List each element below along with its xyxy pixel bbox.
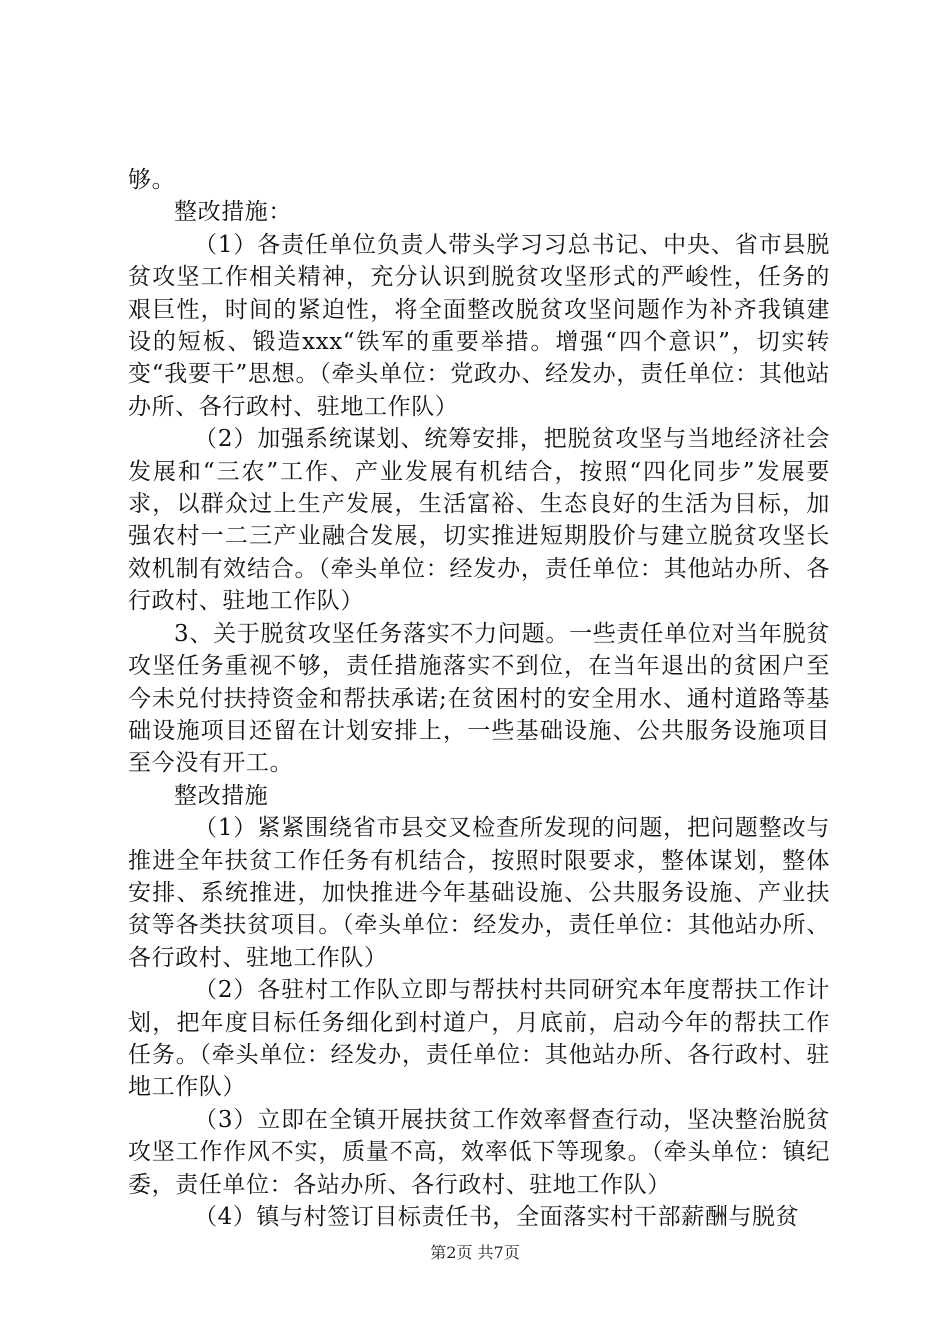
measure-item-3: （1）紧紧围绕省市县交叉检查所发现的问题，把问题整改与推进全年扶贫工作任务有机结合，按照时限要求，整体谋划，整体安排、系统推进，加快推进今年基础设施、公共服务设施、产业扶贫等各类扶贫项目。（牵头单位：经发办，责任单位：其他站办所、各行政村、驻地工作队） — [128, 815, 830, 971]
paragraph-continuation: 够。 — [128, 167, 176, 193]
heading-rectification-measures-2: 整改措施 — [174, 782, 269, 809]
measure-item-5: （3）立即在全镇开展扶贫工作效率督查行动，坚决整治脱贫攻坚工作作风不实，质量不高，效率低下等现象。（牵头单位：镇纪委，责任单位：各站办所、各行政村、驻地工作队） — [128, 1106, 830, 1198]
measure-item-1: （1）各责任单位负责人带头学习习总书记、中央、省市县脱贫攻坚工作相关精神，充分认识到脱贫攻坚形式的严峻性，任务的艰巨性，时间的紧迫性，将全面整改脱贫攻坚问题作为补齐我镇建设的短板、锻造xxx“铁军的重要举措。增强“四个意识”，切实转变“我要干”思想。（牵头单位：党政办、经发办，责任单位：其他站办所、各行政村、驻地工作队） — [128, 231, 830, 420]
heading-rectification-measures-1: 整改措施： — [174, 199, 292, 226]
page-number-footer: 第2页 共7页 — [430, 1243, 520, 1262]
measure-item-2: （2）加强系统谋划、统筹安排，把脱贫攻坚与当地经济社会发展和“三农”工作、产业发展有机结合，按照“四化同步”发展要求，以群众过上生产发展，生活富裕、生态良好的生活为目标，加强农村一二三产业融合发展，切实推进短期股价与建立脱贫攻坚长效机制有效结合。（牵头单位：经发办，责任单位：其他站办所、各行政村、驻地工作队） — [128, 426, 830, 615]
issue-paragraph-3: 3、关于脱贫攻坚任务落实不力问题。一些责任单位对当年脱贫攻坚任务重视不够，责任措施落实不到位，在当年退出的贫困户至今未兑付扶持资金和帮扶承诺;在贫困村的安全用水、通村道路等基础设施项目还留在计划安排上，一些基础设施、公共服务设施项目至今没有开工。 — [128, 620, 830, 777]
measure-item-6: （4）镇与村签订目标责任书，全面落实村干部薪酬与脱贫 — [194, 1204, 800, 1230]
document-body — [128, 164, 830, 1233]
measure-item-4: （2）各驻村工作队立即与帮扶村共同研究本年度帮扶工作计划，把年度目标任务细化到村道户，月底前，启动今年的帮扶工作任务。（牵头单位：经发办，责任单位：其他站办所、各行政村、驻地工作队） — [128, 977, 830, 1101]
